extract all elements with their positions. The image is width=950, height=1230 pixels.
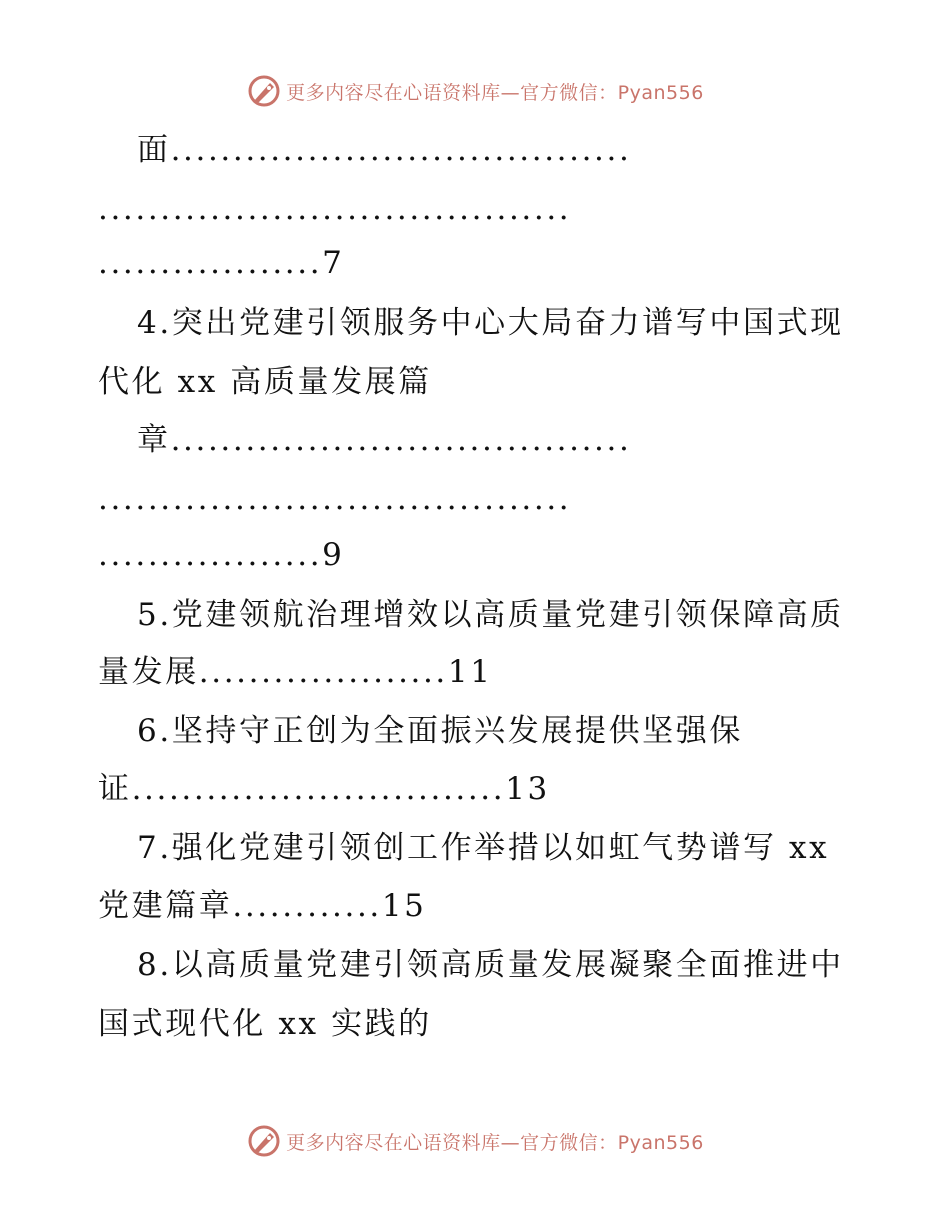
toc-line-page-13: 证..............................13 xyxy=(98,771,550,807)
toc-line: 国式现代化 xx 实践的 xyxy=(98,1006,432,1042)
watermark-text: 更多内容尽在心语资料库—官方微信：Pyan556 xyxy=(286,81,704,104)
toc-line-page-7: ..................7 xyxy=(98,245,345,281)
pen-nib-logo-icon xyxy=(246,73,282,109)
toc-line: ...................................... xyxy=(98,481,572,517)
toc-line: 章..................................... xyxy=(137,422,632,458)
toc-line: ...................................... xyxy=(98,191,572,227)
watermark-text: 更多内容尽在心语资料库—官方微信：Pyan556 xyxy=(286,1131,704,1154)
toc-entry-6-title: 6.坚持守正创为全面振兴发展提供坚强保 xyxy=(137,713,743,749)
toc-entry-8-title: 8.以高质量党建引领高质量发展凝聚全面推进中 xyxy=(137,947,844,983)
toc-line-page-9: ..................9 xyxy=(98,537,345,573)
toc-line-page-11: 量发展....................11 xyxy=(98,654,493,690)
toc-line-page-15: 党建篇章............15 xyxy=(98,888,427,924)
toc-entry-5-title: 5.党建领航治理增效以高质量党建引领保障高质 xyxy=(137,597,844,633)
header-watermark xyxy=(0,71,950,111)
toc-entry-7-title: 7.强化党建引领创工作举措以如虹气势谱写 xx xyxy=(137,830,830,866)
footer-watermark xyxy=(0,1121,950,1161)
toc-line: 代化 xx 高质量发展篇 xyxy=(98,364,432,400)
toc-entry-4-title: 4.突出党建引领服务中心大局奋力谱写中国式现 xyxy=(137,305,844,341)
toc-line: 面..................................... xyxy=(137,132,632,168)
pen-nib-logo-icon xyxy=(246,1123,282,1159)
